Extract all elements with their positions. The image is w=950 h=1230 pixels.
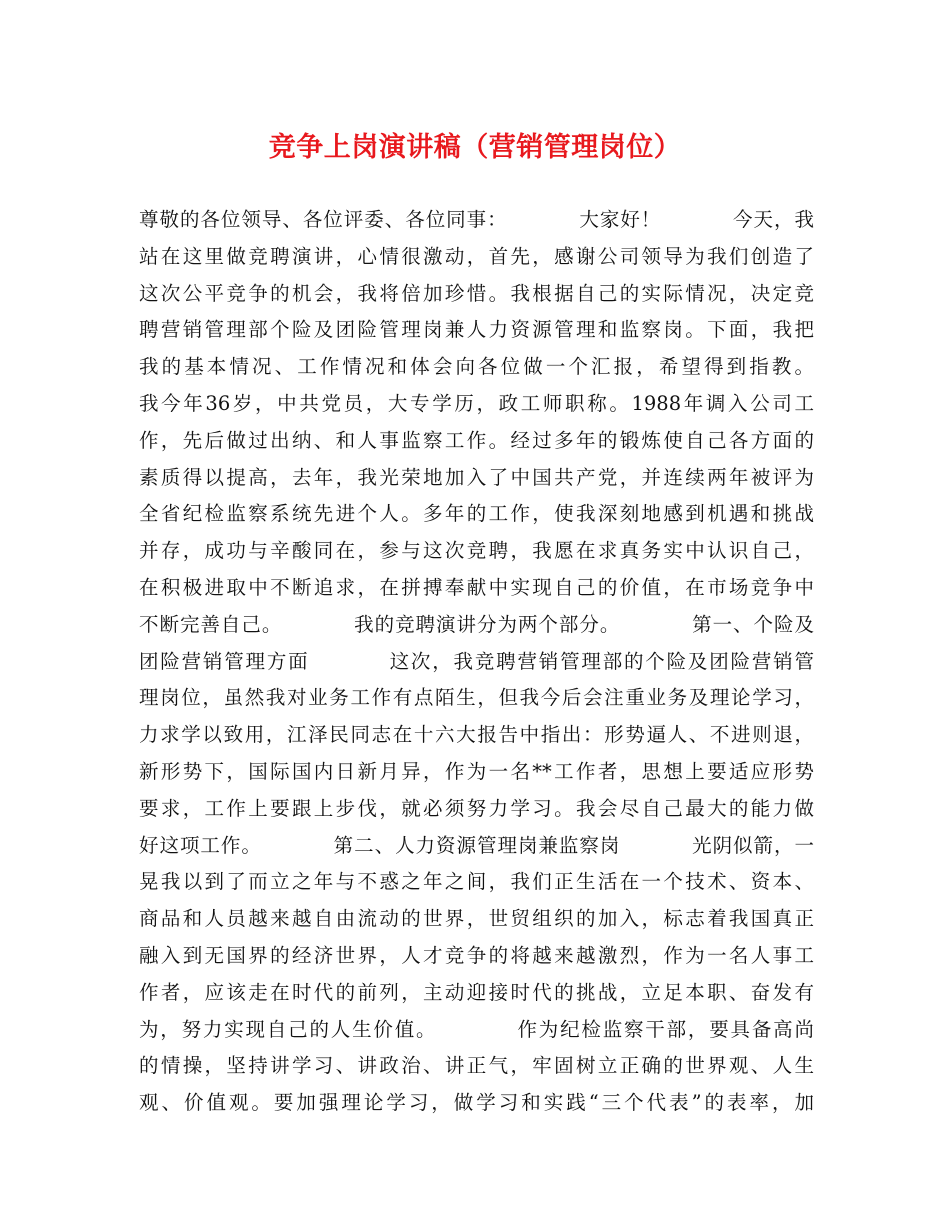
body-line: 我今年36岁，中共党员，大专学历，政工师职称。1988年调入公司工 (139, 391, 814, 415)
body-line: 聘营销管理部个险及团险管理岗兼人力资源管理和监察岗。下面，我把 (139, 318, 814, 342)
body-line: 并存，成功与辛酸同在，参与这次竞聘，我愿在求真务实中认识自己， (139, 539, 814, 563)
body-line: 全省纪检监察系统先进个人。多年的工作，使我深刻地感到机遇和挑战 (139, 502, 814, 526)
body-line: 素质得以提高，去年，我光荣地加入了中国共产党，并连续两年被评为 (139, 465, 814, 489)
body-line: 要求，工作上要跟上步伐，就必须努力学习。我会尽自己最大的能力做 (139, 796, 814, 820)
body-line: 站在这里做竞聘演讲，心情很激动，首先，感谢公司领导为我们创造了 (139, 244, 814, 268)
body-line: 新形势下，国际国内日新月异，作为一名**工作者，思想上要适应形势 (139, 759, 814, 783)
body-line: 观、价值观。要加强理论学习，做学习和实践“三个代表”的表率，加 (139, 1091, 814, 1115)
body-line: 团险营销管理方面 这次，我竞聘营销管理部的个险及团险营销管 (139, 649, 814, 673)
body-line: 不断完善自己。 我的竞聘演讲分为两个部分。 第一、个险及 (139, 612, 814, 636)
body-line: 好这项工作。 第二、人力资源管理岗兼监察岗 光阴似箭，一 (139, 833, 814, 857)
document-body (139, 202, 814, 1122)
body-line: 尊敬的各位领导、各位评委、各位同事： 大家好！ 今天，我 (139, 208, 814, 231)
body-line: 融入到无国界的经济世界，人才竞争的将越来越激烈，作为一名人事工 (139, 943, 814, 967)
body-line: 为，努力实现自己的人生价值。 作为纪检监察干部，要具备高尚 (139, 1017, 814, 1041)
body-line: 在积极进取中不断追求，在拼搏奉献中实现自己的价值，在市场竞争中 (139, 575, 814, 599)
body-line: 商品和人员越来越自由流动的世界，世贸组织的加入，标志着我国真正 (139, 907, 814, 931)
body-line: 理岗位，虽然我对业务工作有点陌生，但我今后会注重业务及理论学习， (139, 686, 814, 710)
body-line: 这次公平竞争的机会，我将倍加珍惜。我根据自己的实际情况，决定竞 (139, 281, 814, 305)
body-line: 晃我以到了而立之年与不惑之年之间，我们正生活在一个技术、资本、 (139, 870, 814, 894)
body-line: 我的基本情况、工作情况和体会向各位做一个汇报，希望得到指教。 (139, 355, 814, 379)
body-line: 作，先后做过出纳、和人事监察工作。经过多年的锻炼使自己各方面的 (139, 428, 814, 452)
document-title: 竞争上岗演讲稿（营销管理岗位） (268, 132, 682, 163)
body-line: 作者，应该走在时代的前列，主动迎接时代的挑战，立足本职、奋发有 (139, 980, 814, 1004)
body-line: 的情操，坚持讲学习、讲政治、讲正气，牢固树立正确的世界观、人生 (139, 1054, 814, 1078)
body-line: 力求学以致用，江泽民同志在十六大报告中指出：形势逼人、不进则退， (139, 723, 814, 747)
